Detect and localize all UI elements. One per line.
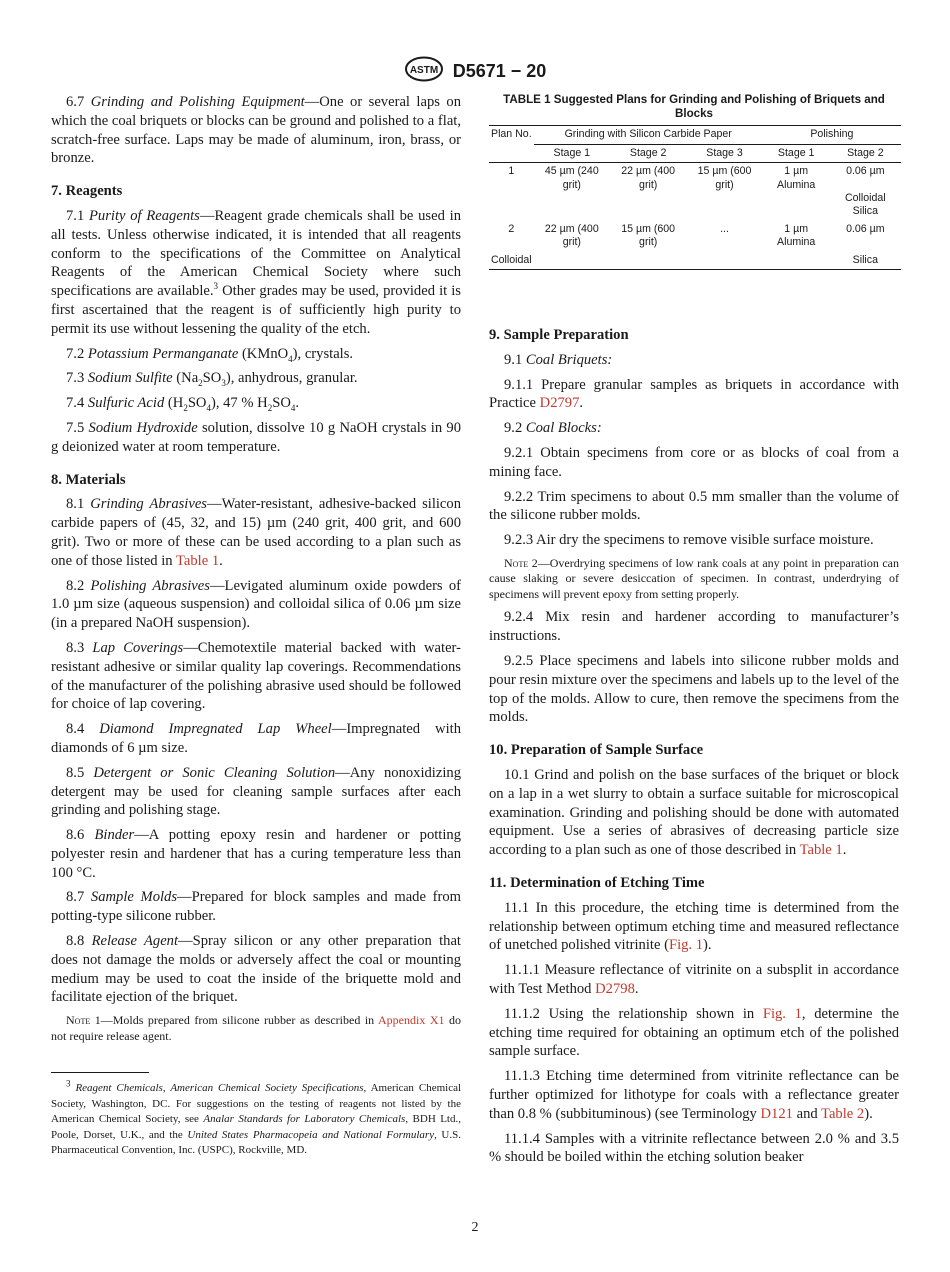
section-9-2-3: 9.2.3 Air dry the specimens to remove visible surface moisture.	[504, 532, 874, 549]
section-11-1-4: 11.1.4 Samples with a vitrinite reflectance between 2.0 % and 3.5 % should be boiled within the etching solution beaker	[489, 1130, 899, 1166]
right-column	[489, 93, 899, 1173]
left-column	[51, 93, 461, 1159]
d121-link[interactable]: D121	[760, 1105, 793, 1122]
section-8-3: 8.3 Lap Coverings—Chemotextile material backed with water-resistant adhesive or similar quality lap coverings. Recommendations of the manufacturer of the polishing abrasive used should be followed for choice of lap covering.	[51, 639, 461, 713]
astm-logo-icon	[404, 56, 444, 87]
section-8-heading: 8. Materials	[51, 471, 126, 488]
section-9-heading: 9. Sample Preparation	[489, 327, 629, 343]
table-header-polishing: Polishing	[763, 126, 901, 145]
section-10-heading: 10. Preparation of Sample Surface	[489, 742, 704, 759]
section-8-4: 8.4 Diamond Impregnated Lap Wheel—Impregnated with diamonds of 6 µm size.	[51, 721, 461, 756]
section-11-heading: 11. Determination of Etching Time	[489, 875, 705, 892]
section-9-1-1: 9.1.1 Prepare granular samples as briquets in accordance with Practice D2797.	[489, 376, 900, 412]
section-7-4: 7.4 Sulfuric Acid $(H_2SO_4)$, 47 % $H_2SO_4$.	[66, 395, 300, 414]
table-header-plan: Plan No.	[489, 126, 534, 163]
section-11-1-2: 11.1.2 Using the relationship shown in Fig. 1, determine the etching time required for obtaining an optimum etch of the polished sample surface.	[489, 1005, 900, 1060]
section-7-heading: 7. Reagents	[51, 183, 123, 200]
section-6-7: 6.7 Grinding and Polishing Equipment—One or several laps on which the coal briquets or blocks can be ground and polished to a flat, scratch-free surface. Laps may be made of aluminum, iron, brass, or bronze.	[51, 94, 461, 167]
table-header-stage: Stage 1	[763, 144, 830, 163]
section-8-8: 8.8 Release Agent—Spray silicon or any other preparation that does not damage the molds or adversely affect the coal or mounting medium may be used to coat the inside of the briquette mold and facilitate ejection of the briquet.	[51, 933, 461, 1006]
section-7-2: 7.2 Potassium Permanganate (KMnO$_4$), crystals.	[66, 345, 354, 364]
fig-1-link[interactable]: Fig. 1	[762, 1005, 802, 1022]
section-7-3: 7.3 Sodium Sulfite $(Na_2SO_3)$, anhydrous, granular.	[66, 370, 358, 389]
table-header-stage: Stage 2	[610, 144, 686, 163]
table-header-stage: Stage 3	[686, 144, 762, 163]
section-11-1-3: 11.1.3 Etching time determined from vitrinite reflectance can be further optimized for lithotype for coals with a reflectance greater than 0.8 % (subbituminous) (see Terminology D121 and Table 2).	[489, 1068, 899, 1122]
note-1: Note 1—Molds prepared from silicone rubber as described in Appendix X1 do not require release agent.	[51, 1013, 462, 1043]
table-1-link[interactable]: Table 1	[799, 842, 843, 859]
section-9-1: 9.1 Coal Briquets:	[504, 351, 613, 368]
section-8-6: 8.6 Binder—A potting epoxy resin and hardener or potting polyester resin and hardener that has a curing temperature less than 100 °C.	[51, 827, 461, 881]
footnote-3: $^3$ Reagent Chemicals, American Chemical Society Specifications, American Chemical Society, Washington, DC. For suggestions on the testing of reagents not listed by the American Chemical Society, see Analar Standards for Laboratory Chemicals, BDH Ltd., Poole, Dorset, U.K., and the United States Pharmacopeia and National Formulary, U.S. Pharmaceutical Convention, Inc. (USPC), Rockville, MD.	[51, 1078, 462, 1157]
appendix-x1-link[interactable]: Appendix X1	[378, 1013, 445, 1028]
section-9-2: 9.2 Coal Blocks:	[504, 420, 602, 437]
document-code: D5671 − 20	[452, 61, 547, 81]
section-10-1: 10.1 Grind and polish on the base surfaces of the briquet or block on a lap in a wet slurry to obtain a surface suitable for microscopical examination. Grinding and polishing should be done with automated equipment. Use a series of abrasives of decreasing particle size according to a plan such as one of those described in Table 1.	[489, 767, 899, 859]
fig-1-link[interactable]: Fig. 1	[668, 937, 704, 954]
table-1-link[interactable]: Table 1	[175, 552, 220, 569]
table-1-title: TABLE 1 Suggested Plans for Grinding and Polishing of Briquets and Blocks	[503, 93, 885, 120]
page-header	[0, 56, 950, 87]
section-9-2-5: 9.2.5 Place specimens and labels into silicone rubber molds and pour resin mixture over the specimens and labels up to the level of the top of the molds. Allow to cure, then remove the specimens from the molds.	[489, 653, 899, 726]
section-9-2-1: 9.2.1 Obtain specimens from core or as blocks of coal from a mining face.	[489, 444, 899, 480]
section-11-1: 11.1 In this procedure, the etching time is determined from the relationship between optimum etching time and measured reflectance of unetched polished vitrinite (Fig. 1).	[489, 899, 899, 954]
table-1	[489, 125, 901, 270]
note-2: Note 2—Overdrying specimens of low rank coals at any point in preparation can cause slaking or severe desiccation of specimen. In contrast, underdrying of specimens will prevent epoxy from setting properly.	[489, 555, 900, 601]
footnote-divider	[51, 1072, 149, 1073]
svg-text:ASTM: ASTM	[409, 65, 438, 76]
section-7-1: 7.1 Purity of Reagents—Reagent grade chemicals shall be used in all tests. Unless otherwise indicated, it is intended that all reagents conform to the specifications of the Committee on Analytical Reagents of the American Chemical Society where such specifications are available.$^3$ Other grades may be used, provided it is first ascertained that the reagent is of sufficiently high purity to permit its use without lessening the quality of the etch.	[51, 207, 461, 337]
table-header-stage: Stage 2	[830, 144, 901, 163]
d2798-link[interactable]: D2798	[595, 981, 635, 998]
section-8-1: 8.1 Grinding Abrasives—Water-resistant, adhesive-backed silicon carbide papers of (45, 32, and 15) µm (240 grit, 400 grit, and 600 grit). Two or more of these can be used according to a plan such as one of those listed in Table 1.	[51, 496, 461, 569]
table-row: 2 22 µm (400 grit) 15 µm (600 grit) ... 1 µm Alumina 0.06 µm	[508, 222, 885, 248]
section-8-7: 8.7 Sample Molds—Prepared for block samples and made from potting-type silicone rubber.	[51, 889, 461, 925]
table-2-link[interactable]: Table 2	[821, 1105, 865, 1122]
section-8-5: 8.5 Detergent or Sonic Cleaning Solution—Any nonoxidizing detergent may be used for cleaning sample surfaces after each grinding and polishing stage.	[51, 764, 461, 819]
section-7-5: 7.5 Sodium Hydroxide solution, dissolve 10 g NaOH crystals in 90 g deionized water at room temperature.	[51, 419, 461, 455]
page-number: 2	[471, 1220, 479, 1235]
section-8-2: 8.2 Polishing Abrasives—Levigated aluminum oxide powders of 1.0 µm size (aqueous suspension) and colloidal silica of 0.06 µm size (in a prepared NaOH suspension).	[51, 577, 461, 632]
section-9-2-2: 9.2.2 Trim specimens to about 0.5 mm smaller than the volume of the silicone rubber molds.	[489, 488, 899, 524]
section-9-2-4: 9.2.4 Mix resin and hardener according to manufacturer’s instructions.	[489, 609, 899, 645]
table-header-grinding: Grinding with Silicon Carbide Paper	[534, 126, 763, 145]
d2797-link[interactable]: D2797	[539, 395, 580, 412]
table-row: 1 45 µm (240 grit) 22 µm (400 grit) 15 µm (600 grit) 1 µm Alumina 0.06 µm Colloidal Silica	[508, 165, 886, 217]
table-header-stage: Stage 1	[534, 144, 610, 163]
section-11-1-1: 11.1.1 Measure reflectance of vitrinite on a subsplit in accordance with Test Method D2798.	[489, 962, 899, 998]
table-row: Colloidal Silica	[491, 253, 878, 266]
